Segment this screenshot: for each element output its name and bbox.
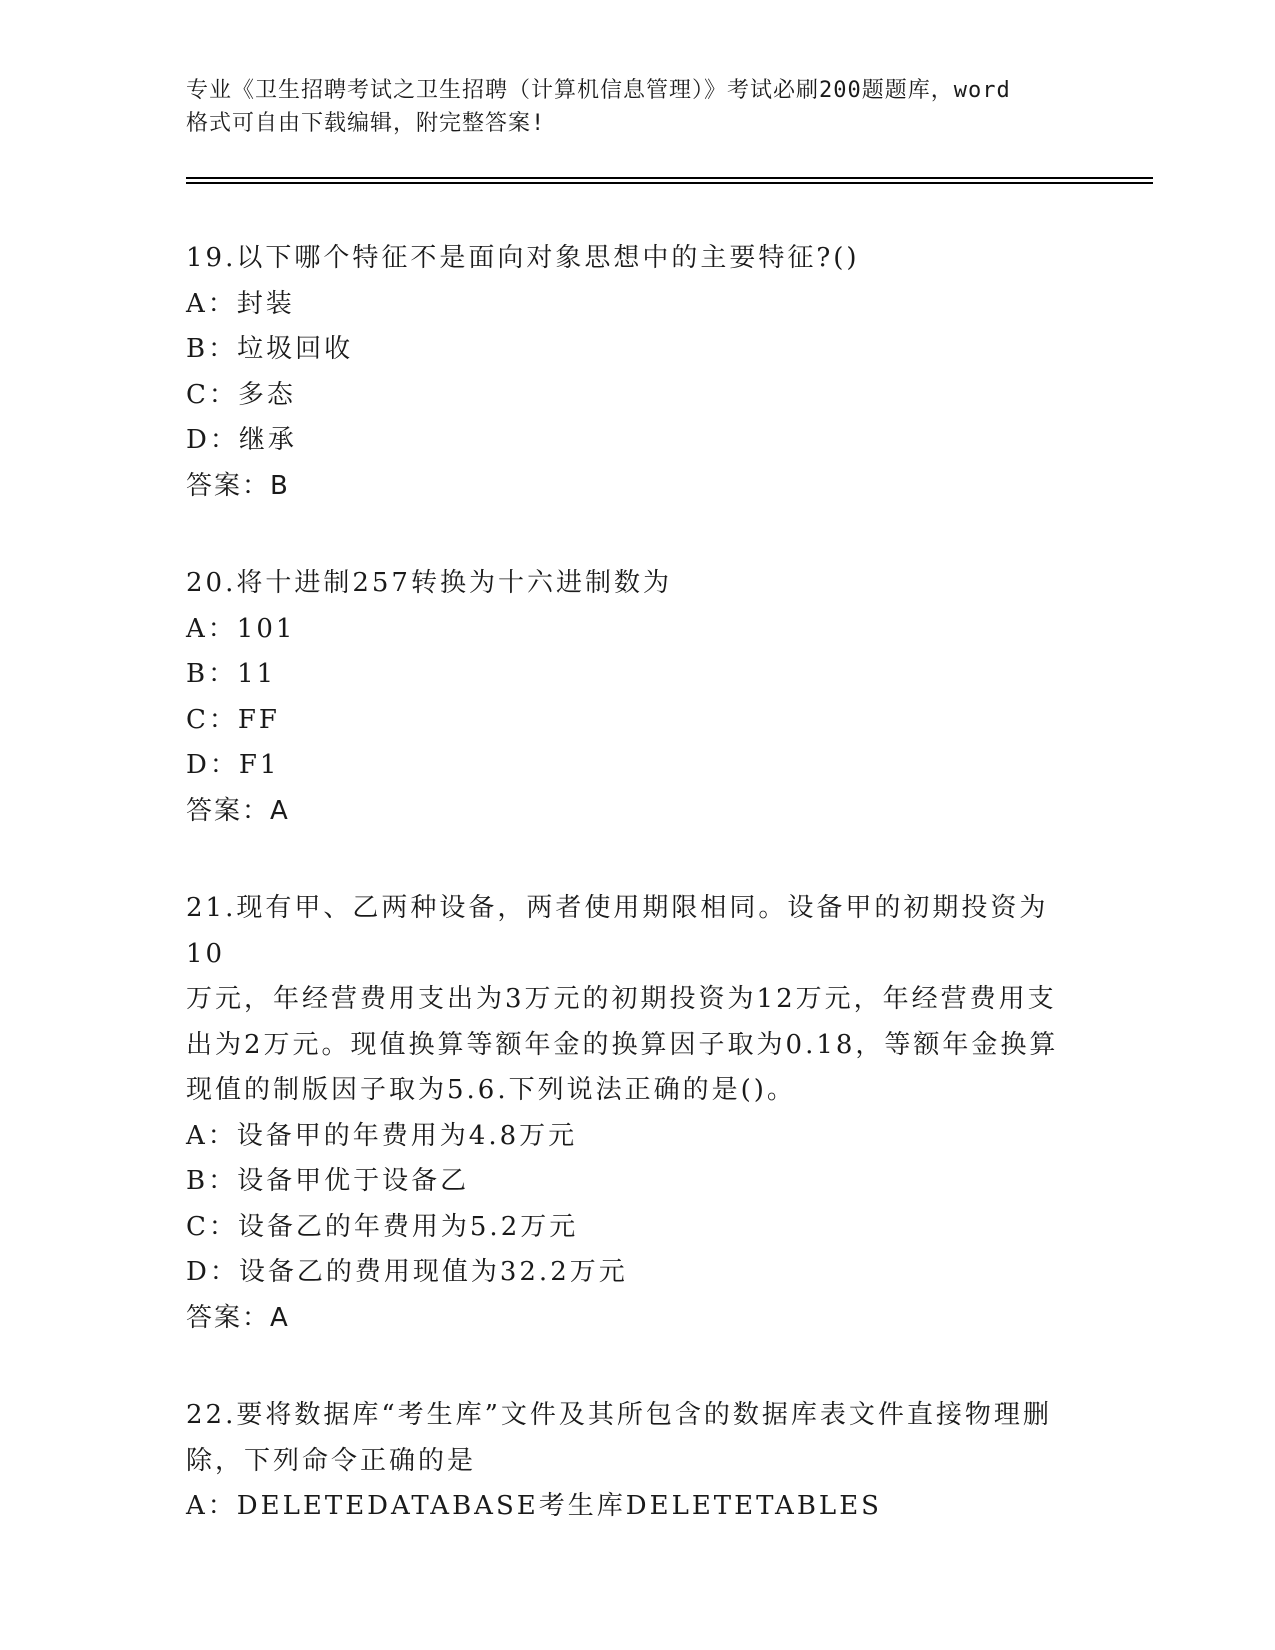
option-a: A：设备甲的年费用为4.8万元 [186, 1120, 578, 1151]
question-stem-line-3: 出为2万元。现值换算等额年金的换算因子取为0.18，等额年金换算 [186, 1029, 1059, 1060]
option-a: A：101 [186, 613, 296, 644]
option-c: C：设备乙的年费用为5.2万元 [186, 1211, 579, 1242]
question-stem-line-4: 现值的制版因子取为5.6.下列说法正确的是()。 [186, 1075, 796, 1105]
option-a: A：封装 [186, 288, 295, 319]
option-b: B：设备甲优于设备乙 [186, 1166, 470, 1196]
option-d: D：继承 [186, 425, 297, 455]
question-stem-line-1: 22.要将数据库“考生库”文件及其所包含的数据库表文件直接物理删 [186, 1400, 1052, 1430]
option-b: B：垃圾回收 [186, 334, 354, 364]
question-19 [186, 236, 1086, 509]
question-stem: 20.将十进制257转换为十六进制数为 [186, 568, 672, 598]
option-b: B：11 [186, 659, 277, 689]
question-stem-line-1: 21.现有甲、乙两种设备，两者使用期限相同。设备甲的初期投资为10 [186, 893, 1049, 969]
answer-label: 答案：A [186, 795, 290, 826]
document-header [186, 74, 1086, 140]
header-divider-bottom [186, 182, 1153, 184]
question-21 [186, 886, 1086, 1341]
question-20 [186, 561, 1086, 834]
question-22 [186, 1393, 1086, 1530]
header-line-1: 专业《卫生招聘考试之卫生招聘（计算机信息管理）》考试必刷200题题库，word [186, 78, 1011, 103]
header-divider-top [186, 177, 1153, 179]
option-c: C：多态 [186, 379, 296, 410]
question-stem: 19.以下哪个特征不是面向对象思想中的主要特征?() [186, 243, 860, 273]
option-d: D：设备乙的费用现值为32.2万元 [186, 1257, 628, 1287]
answer-label: 答案：A [186, 1302, 290, 1333]
question-stem-line-2: 万元，年经营费用支出为3万元的初期投资为12万元，年经营费用支 [186, 984, 1057, 1014]
answer-label: 答案：B [186, 470, 290, 501]
option-a: A：DELETEDATABASE考生库DELETETABLES [186, 1491, 882, 1521]
question-list [186, 236, 1086, 1582]
option-d: D：F1 [186, 750, 280, 780]
option-c: C：FF [186, 704, 280, 735]
header-line-2: 格式可自由下载编辑，附完整答案! [186, 111, 546, 136]
question-stem-line-2: 除，下列命令正确的是 [186, 1445, 477, 1476]
